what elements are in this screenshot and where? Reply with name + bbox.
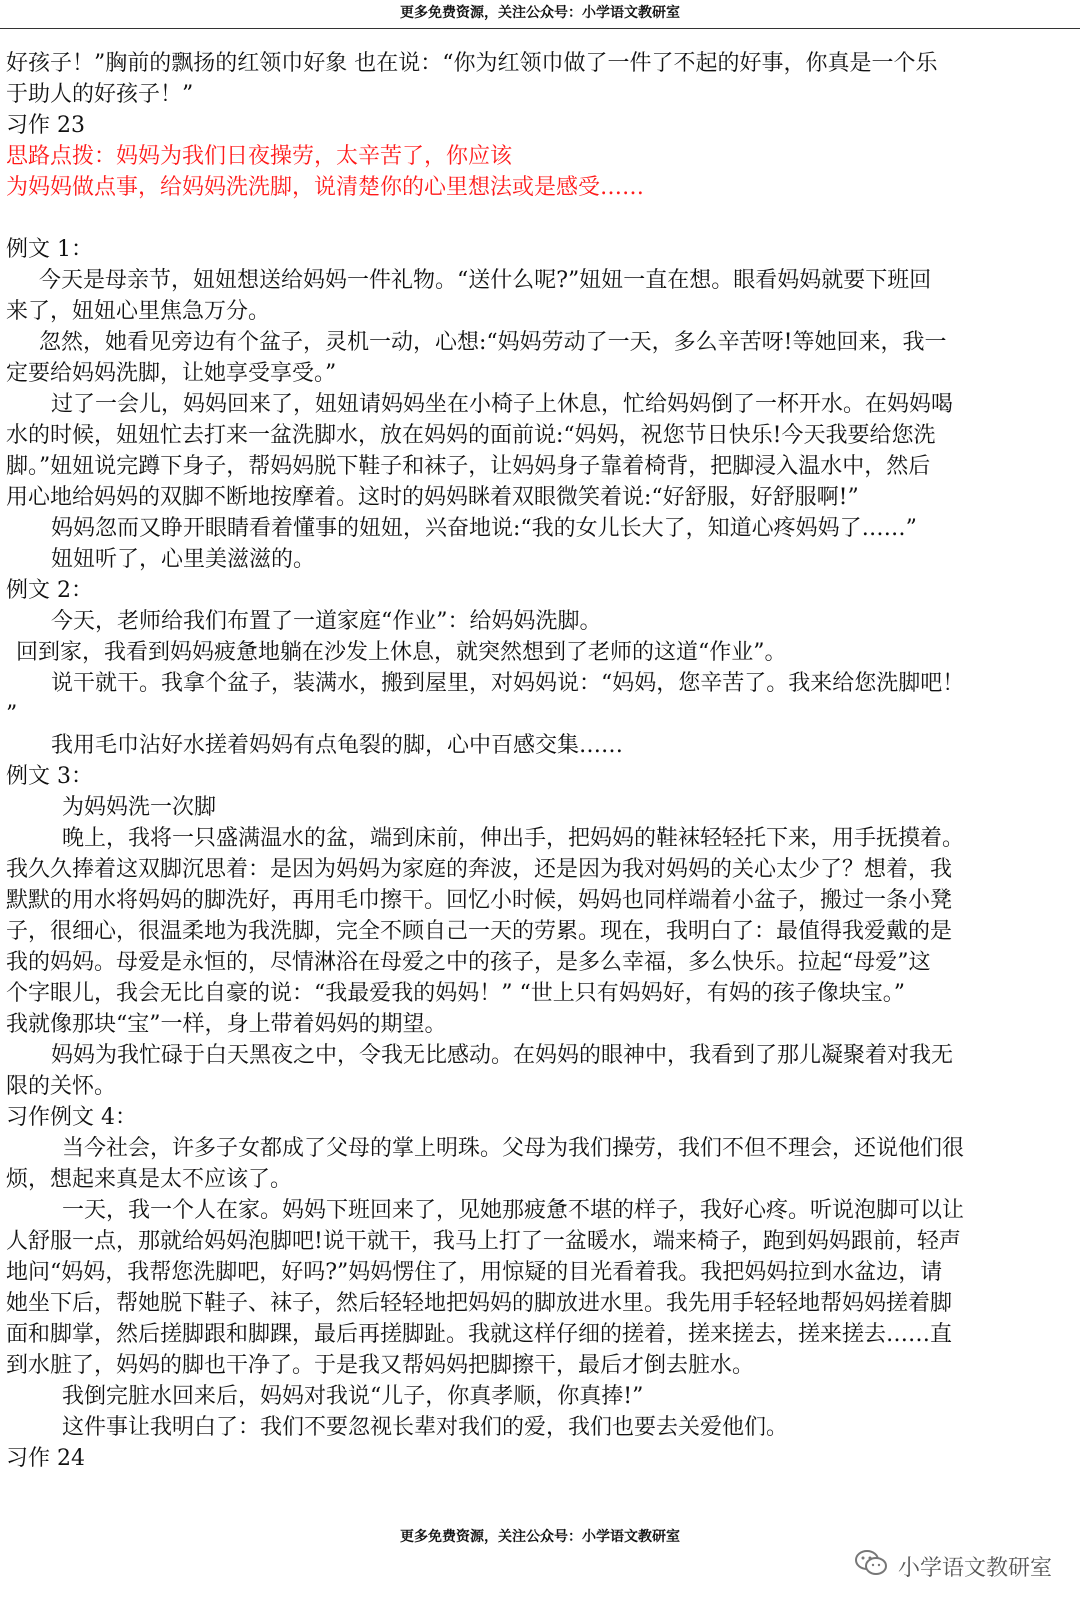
text-line [6,203,1074,234]
page-header [0,0,1080,29]
text-line: 例文 3： [6,764,93,789]
text-line: 说干就干。我拿个盆子，装满水，搬到屋里，对妈妈说：“妈妈，您辛苦了。我来给您洗脚吧！ [51,671,965,696]
text-line: 子，很细心，很温柔地为我洗脚，完全不顾自己一天的劳累。现在，我明白了：最值得我爱戴的是 [6,919,953,944]
text-line: 她坐下后，帮她脱下鞋子、袜子，然后轻轻地把妈妈的脚放进水里。我先用手轻轻地帮妈妈搓着脚 [6,1291,953,1316]
watermark [854,1549,1052,1583]
text-line: 晚上，我将一只盛满温水的盆，端到床前，伸出手，把妈妈的鞋袜轻轻托下来，用手抚摸着。 [62,826,965,851]
text-line: 好孩子！”胸前的飘扬的红领巾好象 也在说：“你为红领巾做了一件了不起的好事，你真是一个乐 [6,51,938,76]
text-line: 思路点拨：妈妈为我们日夜操劳，太辛苦了，你应该 [6,144,513,169]
text-line: 默默的用水将妈妈的脚洗好，再用毛巾擦干。回忆小时候，妈妈也同样端着小盆子，搬过一条小凳 [6,888,953,913]
text-line: 到水脏了，妈妈的脚也干净了。于是我又帮妈妈把脚擦干，最后才倒去脏水。 [6,1353,755,1378]
text-line: 一天，我一个人在家。妈妈下班回来了，见她那疲惫不堪的样子，我好心疼。听说泡脚可以让 [62,1198,965,1223]
text-line: 来了，妞妞心里焦急万分。 [6,299,271,324]
text-line: 用心地给妈妈的双脚不断地按摩着。这时的妈妈眯着双眼微笑着说:“好舒服，好舒服啊!” [6,485,859,510]
text-line: 我用毛巾沾好水搓着妈妈有点龟裂的脚，心中百感交集…… [51,733,624,758]
text-line: 例文 1： [6,237,93,262]
text-line: 回到家，我看到妈妈疲惫地躺在沙发上休息，就突然想到了老师的这道“作业”。 [16,640,787,665]
document-body [6,48,1074,1474]
text-line: 习作 23 [6,113,85,138]
text-line: 为妈妈做点事，给妈妈洗洗脚，说清楚你的心里想法或是感受…… [6,175,645,200]
text-line: 于助人的好孩子！” [6,82,194,107]
text-line: 习作 24 [6,1446,85,1471]
wechat-icon [854,1549,888,1583]
text-line: 今天是母亲节，妞妞想送给妈妈一件礼物。“送什么呢?”妞妞一直在想。眼看妈妈就要下班回 [39,268,932,293]
text-line: 定要给妈妈洗脚，让她享受享受。” [6,361,337,386]
watermark-text: 小学语文教研室 [897,1555,1052,1581]
text-line: 我的妈妈。母爱是永恒的，尽情淋浴在母爱之中的孩子，是多么幸福，多么快乐。拉起“母爱”这 [6,950,931,975]
text-line: 妈妈忽而又睁开眼睛看着懂事的妞妞，兴奋地说:“我的女儿长大了，知道心疼妈妈了……” [51,516,917,541]
text-line: 为妈妈洗一次脚 [62,795,217,820]
text-line: 脚。”妞妞说完蹲下身子，帮妈妈脱下鞋子和袜子，让妈妈身子靠着椅背，把脚浸入温水中，然后 [6,454,931,479]
text-line: 这件事让我明白了：我们不要忽视长辈对我们的爱，我们也要去关爱他们。 [62,1415,789,1440]
text-line: 忽然，她看见旁边有个盆子，灵机一动，心想:“妈妈劳动了一天，多么辛苦呀!等她回来，我一 [39,330,947,355]
text-line: 妈妈为我忙碌于白天黑夜之中，令我无比感动。在妈妈的眼神中，我看到了那儿凝聚着对我无 [51,1043,954,1068]
text-line: 妞妞听了，心里美滋滋的。 [51,547,316,572]
text-line: 当今社会，许多子女都成了父母的掌上明珠。父母为我们操劳，我们不但不理会，还说他们很 [62,1136,965,1161]
header-text: 更多免费资源，关注公众号：小学语文教研室 [400,5,680,21]
text-line: 今天，老师给我们布置了一道家庭“作业”：给妈妈洗脚。 [51,609,602,634]
footer-text: 更多免费资源，关注公众号：小学语文教研室 [400,1529,680,1545]
text-line: 烦，想起来真是太不应该了。 [6,1167,293,1192]
text-line: 我久久捧着这双脚沉思着：是因为妈妈为家庭的奔波，还是因为我对妈妈的关心太少了？想着，我 [6,857,953,882]
text-line: ” [6,702,18,727]
text-line: 我就像那块“宝”一样，身上带着妈妈的期望。 [6,1012,447,1037]
text-line: 过了一会儿，妈妈回来了，妞妞请妈妈坐在小椅子上休息，忙给妈妈倒了一杯开水。在妈妈喝 [51,392,954,417]
text-line: 地问“妈妈，我帮您洗脚吧，好吗?”妈妈愣住了，用惊疑的目光看着我。我把妈妈拉到水盆边，请 [6,1260,943,1285]
text-line: 我倒完脏水回来后，妈妈对我说“儿子，你真孝顺，你真捧!” [62,1384,644,1409]
text-line: 人舒服一点，那就给妈妈泡脚吧!说干就干，我马上打了一盆暖水，端来椅子，跑到妈妈跟前，轻声 [6,1229,961,1254]
text-line: 面和脚掌，然后搓脚跟和脚踝，最后再搓脚趾。我就这样仔细的搓着，搓来搓去，搓来搓去……直 [6,1322,953,1347]
text-line: 习作例文 4： [6,1105,137,1130]
text-line: 例文 2： [6,578,93,603]
text-line: 限的关怀。 [6,1074,117,1099]
page-footer [0,1526,1080,1546]
text-line: 个字眼儿，我会无比自豪的说：“我最爱我的妈妈！” “世上只有妈妈好，有妈的孩子像块宝。” [6,981,905,1006]
text-line: 水的时候，妞妞忙去打来一盆洗脚水，放在妈妈的面前说:“妈妈，祝您节日快乐!今天我要给您洗 [6,423,936,448]
